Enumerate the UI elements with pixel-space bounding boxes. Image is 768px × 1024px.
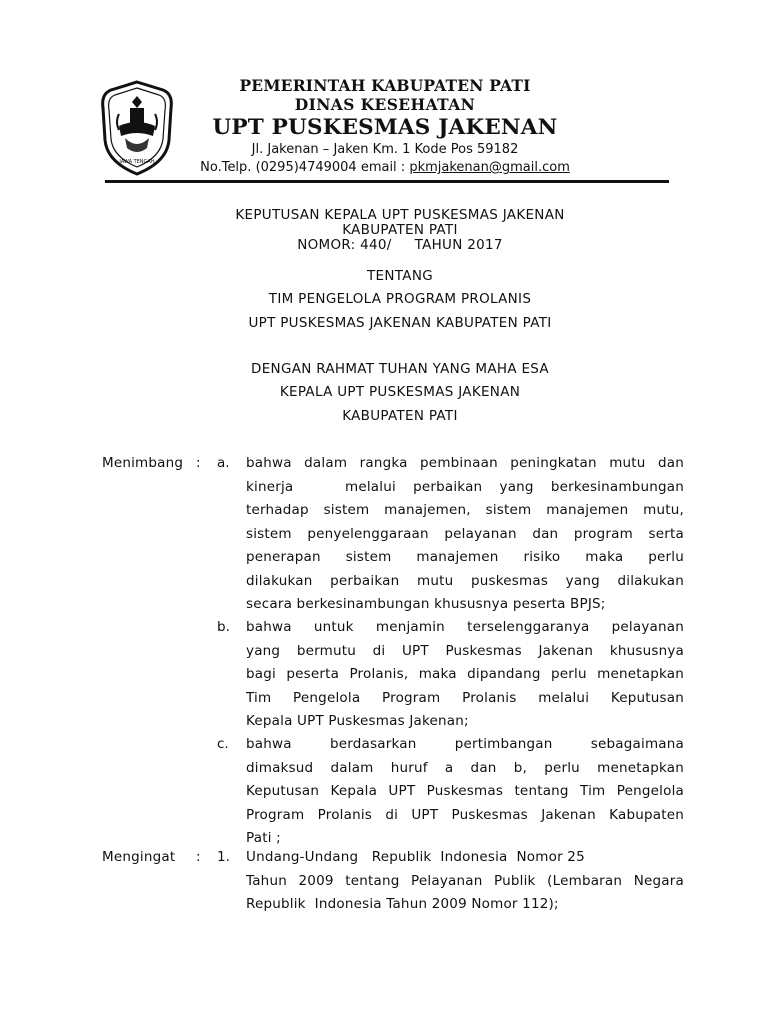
subject-line-1: TIM PENGELOLA PROGRAM PROLANIS: [268, 291, 532, 307]
decree-subject: [100, 269, 700, 284]
text-line: dimaksud dalam huruf a dan b, perlu menetapkan: [246, 759, 684, 776]
government-name: PEMERINTAH KABUPATEN PATI: [239, 76, 531, 95]
text-line: Keputusan Kepala UPT Puskesmas tentang Tim Pengelola: [246, 783, 684, 799]
text-line: Tahun 2009 tentang Pelayanan Publik (Lembaran Negara: [246, 872, 684, 889]
text-line: bagi peserta Prolanis, maka dipandang perlu menetapkan: [246, 666, 684, 682]
preamble-rahmat: [100, 362, 700, 377]
menimbang-label: Menimbang: [102, 455, 184, 471]
item-marker-b: b.: [217, 619, 230, 635]
text-line: bahwa berdasarkan pertimbangan sebagaimana: [246, 736, 684, 752]
text-line: bahwa untuk menjamin terselenggaranya pelayanan: [246, 619, 684, 635]
decree-number: NOMOR: 440/ TAHUN 2017: [297, 237, 503, 253]
text-line: dilakukan perbaikan mutu puskesmas yang dilakukan: [246, 572, 684, 589]
address: Jl. Jakenan – Jaken Km. 1 Kode Pos 59182: [251, 142, 519, 157]
text-line: penerapan sistem manajemen risiko maka perlu: [246, 549, 684, 565]
text-line: Undang-Undang Republik Indonesia Nomor 25: [246, 849, 585, 865]
item-marker-1: 1.: [217, 849, 230, 865]
text-line: yang bermutu di UPT Puskesmas Jakenan khususnya: [246, 642, 684, 659]
text-line: Pati ;: [246, 830, 281, 846]
menimbang-item-a: [246, 452, 684, 617]
item-marker-a: a.: [217, 455, 230, 471]
menimbang-colon: :: [196, 455, 201, 471]
preamble-kepala: [100, 385, 700, 400]
subject-line-2: UPT PUSKESMAS JAKENAN KABUPATEN PATI: [248, 315, 552, 331]
preamble-kabupaten: [100, 409, 700, 424]
decree-title-line-2: KABUPATEN PATI: [342, 222, 458, 238]
mengingat-colon: :: [196, 849, 201, 865]
department-name: DINAS KESEHATAN: [294, 95, 476, 114]
email-link[interactable]: pkmjakenan@gmail.com: [409, 160, 570, 175]
rahmat-line-3: KABUPATEN PATI: [342, 408, 458, 424]
logo-label: JAWA TENGAH: [119, 159, 155, 165]
text-line: bahwa dalam rangka pembinaan peningkatan mutu dan: [246, 455, 684, 471]
text-line: Republik Indonesia Tahun 2009 Nomor 112);: [246, 896, 559, 912]
menimbang-item-b: [246, 616, 684, 734]
decree-subject-block-2: [100, 316, 700, 331]
decree-subject-block: [100, 292, 700, 307]
decree-title-line-1: KEPUTUSAN KEPALA UPT PUSKESMAS JAKENAN: [235, 207, 565, 223]
phone-text: No.Telp. (0295)4749004 email :: [200, 160, 410, 175]
kabupaten-pati-logo: [97, 78, 177, 178]
menimbang-item-c: [246, 733, 684, 851]
contact-line: [175, 159, 595, 177]
tentang-label: TENTANG: [367, 268, 433, 284]
mengingat-item-1: [246, 846, 684, 917]
item-marker-c: c.: [217, 736, 229, 752]
institution-name: UPT PUSKESMAS JAKENAN: [212, 115, 558, 140]
rahmat-line-1: DENGAN RAHMAT TUHAN YANG MAHA ESA: [251, 361, 549, 377]
mengingat-label: Mengingat: [102, 849, 176, 865]
text-line: sistem penyelenggaraan pelayanan dan program serta: [246, 525, 684, 542]
decree-title: [100, 208, 700, 253]
text-line: secara berkesinambungan khususnya peserta BPJS;: [246, 596, 606, 612]
rahmat-line-2: KEPALA UPT PUSKESMAS JAKENAN: [279, 384, 521, 400]
text-line: kinerja melalui perbaikan yang berkesinambungan: [246, 478, 684, 495]
letterhead-divider: [105, 180, 669, 183]
text-line: Kepala UPT Puskesmas Jakenan;: [246, 713, 469, 729]
letterhead: [175, 76, 595, 177]
text-line: Program Prolanis di UPT Puskesmas Jakenan Kabupaten: [246, 806, 684, 823]
text-line: terhadap sistem manajemen, sistem manajemen mutu,: [246, 502, 684, 518]
text-line: Tim Pengelola Program Prolanis melalui Keputusan: [246, 689, 684, 706]
